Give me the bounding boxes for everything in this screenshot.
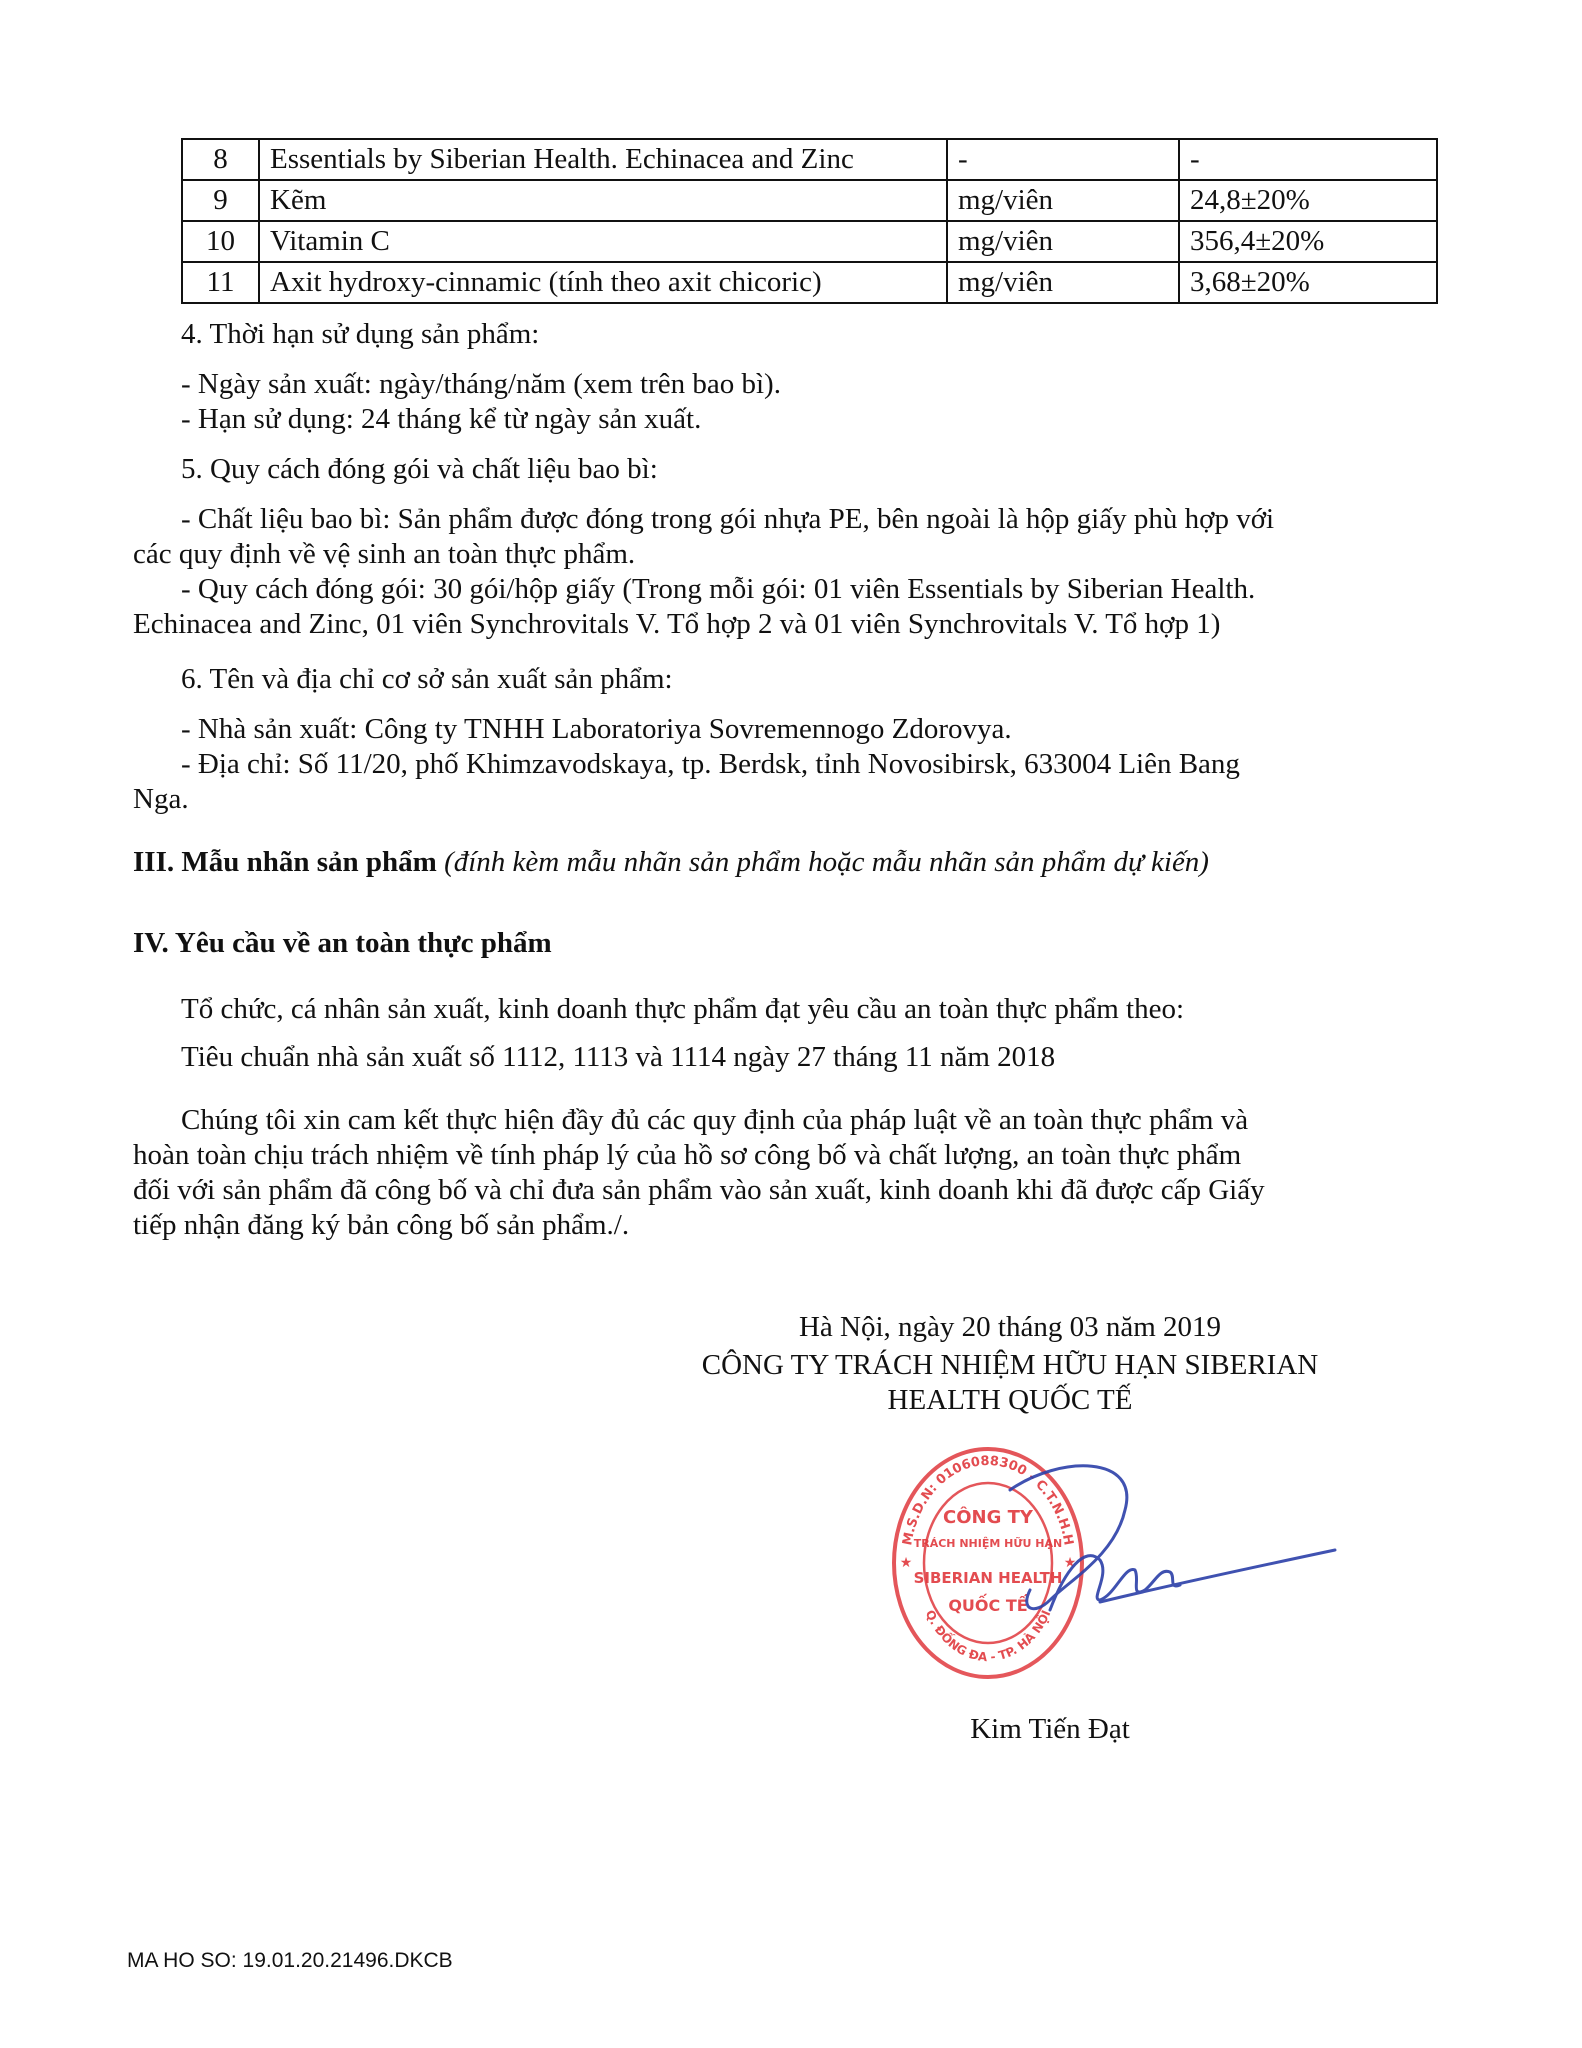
seal-line-3: SIBERIAN HEALTH bbox=[913, 1569, 1063, 1587]
part-3-title: III. Mẫu nhãn sản phẩm bbox=[133, 846, 437, 878]
content-value-cell: 24,8±20% bbox=[1179, 180, 1437, 221]
signer-name: Kim Tiến Đạt bbox=[970, 1713, 1130, 1745]
seal-ring-bottom-text: Q. ĐỐNG ĐA - TP. HÀ NỘI bbox=[922, 1607, 1054, 1665]
content-value-cell: 356,4±20% bbox=[1179, 221, 1437, 262]
safety-requirement-line: Tổ chức, cá nhân sản xuất, kinh doanh thực phẩm đạt yêu cầu an toàn thực phẩm theo: bbox=[181, 993, 1185, 1025]
shelf-life-line: - Hạn sử dụng: 24 tháng kể từ ngày sản xuất. bbox=[181, 403, 702, 435]
section-6-title: 6. Tên và địa chỉ cơ sở sản xuất sản phẩm: bbox=[181, 663, 673, 695]
commitment-line-1: Chúng tôi xin cam kết thực hiện đầy đủ các quy định của pháp luật về an toàn thực phẩm và bbox=[181, 1104, 1249, 1136]
seal-line-2: TRÁCH NHIỆM HỮU HẠN bbox=[913, 1537, 1063, 1550]
ingredient-name-cell: Axit hydroxy-cinnamic (tính theo axit chicoric) bbox=[259, 262, 947, 303]
manufacture-date-line: - Ngày sản xuất: ngày/tháng/năm (xem trên bao bì). bbox=[181, 368, 781, 400]
unit-cell: mg/viên bbox=[947, 180, 1179, 221]
row-number-cell: 8 bbox=[182, 139, 259, 180]
row-number-cell: 11 bbox=[182, 262, 259, 303]
section-4-title: 4. Thời hạn sử dụng sản phẩm: bbox=[181, 318, 540, 350]
seal-ring-text: M.S.D.N: 0106088300 - C.T.N.H.H bbox=[900, 1453, 1076, 1547]
ingredient-name-cell: Kẽm bbox=[259, 180, 947, 221]
ingredient-table bbox=[181, 138, 1438, 304]
ingredient-name-cell: Essentials by Siberian Health. Echinacea and Zinc bbox=[259, 139, 947, 180]
part-4-title: IV. Yêu cầu về an toàn thực phẩm bbox=[133, 927, 552, 959]
company-name-line-1: CÔNG TY TRÁCH NHIỆM HỮU HẠN SIBERIAN bbox=[701, 1349, 1319, 1381]
table-row bbox=[182, 180, 1437, 221]
table-row bbox=[182, 139, 1437, 180]
packaging-material-line-2: các quy định về vệ sinh an toàn thực phẩm. bbox=[133, 538, 636, 570]
row-number-cell: 10 bbox=[182, 221, 259, 262]
unit-cell: mg/viên bbox=[947, 262, 1179, 303]
svg-text:★: ★ bbox=[899, 1555, 913, 1571]
commitment-line-3: đối với sản phẩm đã công bố và chỉ đưa sản phẩm vào sản xuất, kinh doanh khi đã được cấp Giấy bbox=[133, 1174, 1265, 1206]
part-3-note: (đính kèm mẫu nhãn sản phẩm hoặc mẫu nhãn sản phẩm dự kiến) bbox=[444, 846, 1209, 878]
section-5-title: 5. Quy cách đóng gói và chất liệu bao bì: bbox=[181, 453, 658, 485]
address-line-2: Nga. bbox=[133, 783, 189, 815]
seal-line-1: CÔNG TY bbox=[943, 1507, 1033, 1528]
place-date: Hà Nội, ngày 20 tháng 03 năm 2019 bbox=[798, 1311, 1222, 1343]
unit-cell: mg/viên bbox=[947, 221, 1179, 262]
seal-line-4: QUỐC TẾ bbox=[948, 1596, 1028, 1615]
content-value-cell: 3,68±20% bbox=[1179, 262, 1437, 303]
handwritten-signature bbox=[950, 1450, 1350, 1660]
address-line-1: - Địa chỉ: Số 11/20, phố Khimzavodskaya, tp. Berdsk, tỉnh Novosibirsk, 633004 Liên Bang bbox=[181, 748, 1240, 780]
content-value-cell: - bbox=[1179, 139, 1437, 180]
svg-text:★: ★ bbox=[1063, 1555, 1077, 1571]
row-number-cell: 9 bbox=[182, 180, 259, 221]
ingredient-name-cell: Vitamin C bbox=[259, 221, 947, 262]
packaging-material-line-1: - Chất liệu bao bì: Sản phẩm được đóng trong gói nhựa PE, bên ngoài là hộp giấy phù hợp với bbox=[181, 503, 1275, 535]
dossier-code: MA HO SO: 19.01.20.21496.DKCB bbox=[127, 1949, 453, 1972]
table-row bbox=[182, 262, 1437, 303]
packing-spec-line-1: - Quy cách đóng gói: 30 gói/hộp giấy (Trong mỗi gói: 01 viên Essentials by Siberian Health. bbox=[181, 573, 1256, 605]
commitment-line-2: hoàn toàn chịu trách nhiệm về tính pháp lý của hồ sơ công bố và chất lượng, an toàn thực phẩm bbox=[133, 1139, 1242, 1171]
unit-cell: - bbox=[947, 139, 1179, 180]
company-name-line-2: HEALTH QUỐC TẾ bbox=[887, 1384, 1133, 1416]
table-row bbox=[182, 221, 1437, 262]
commitment-line-4: tiếp nhận đăng ký bản công bố sản phẩm./. bbox=[133, 1209, 630, 1241]
part-3-heading bbox=[133, 844, 1209, 880]
manufacturer-standard-line: Tiêu chuẩn nhà sản xuất số 1112, 1113 và 1114 ngày 27 tháng 11 năm 2018 bbox=[181, 1041, 1056, 1073]
manufacturer-line: - Nhà sản xuất: Công ty TNHH Laboratoriya Sovremennogo Zdorovya. bbox=[181, 713, 1012, 745]
packing-spec-line-2: Echinacea and Zinc, 01 viên Synchrovitals V. Tổ hợp 2 và 01 viên Synchrovitals V. Tổ hợp 1) bbox=[133, 608, 1221, 640]
